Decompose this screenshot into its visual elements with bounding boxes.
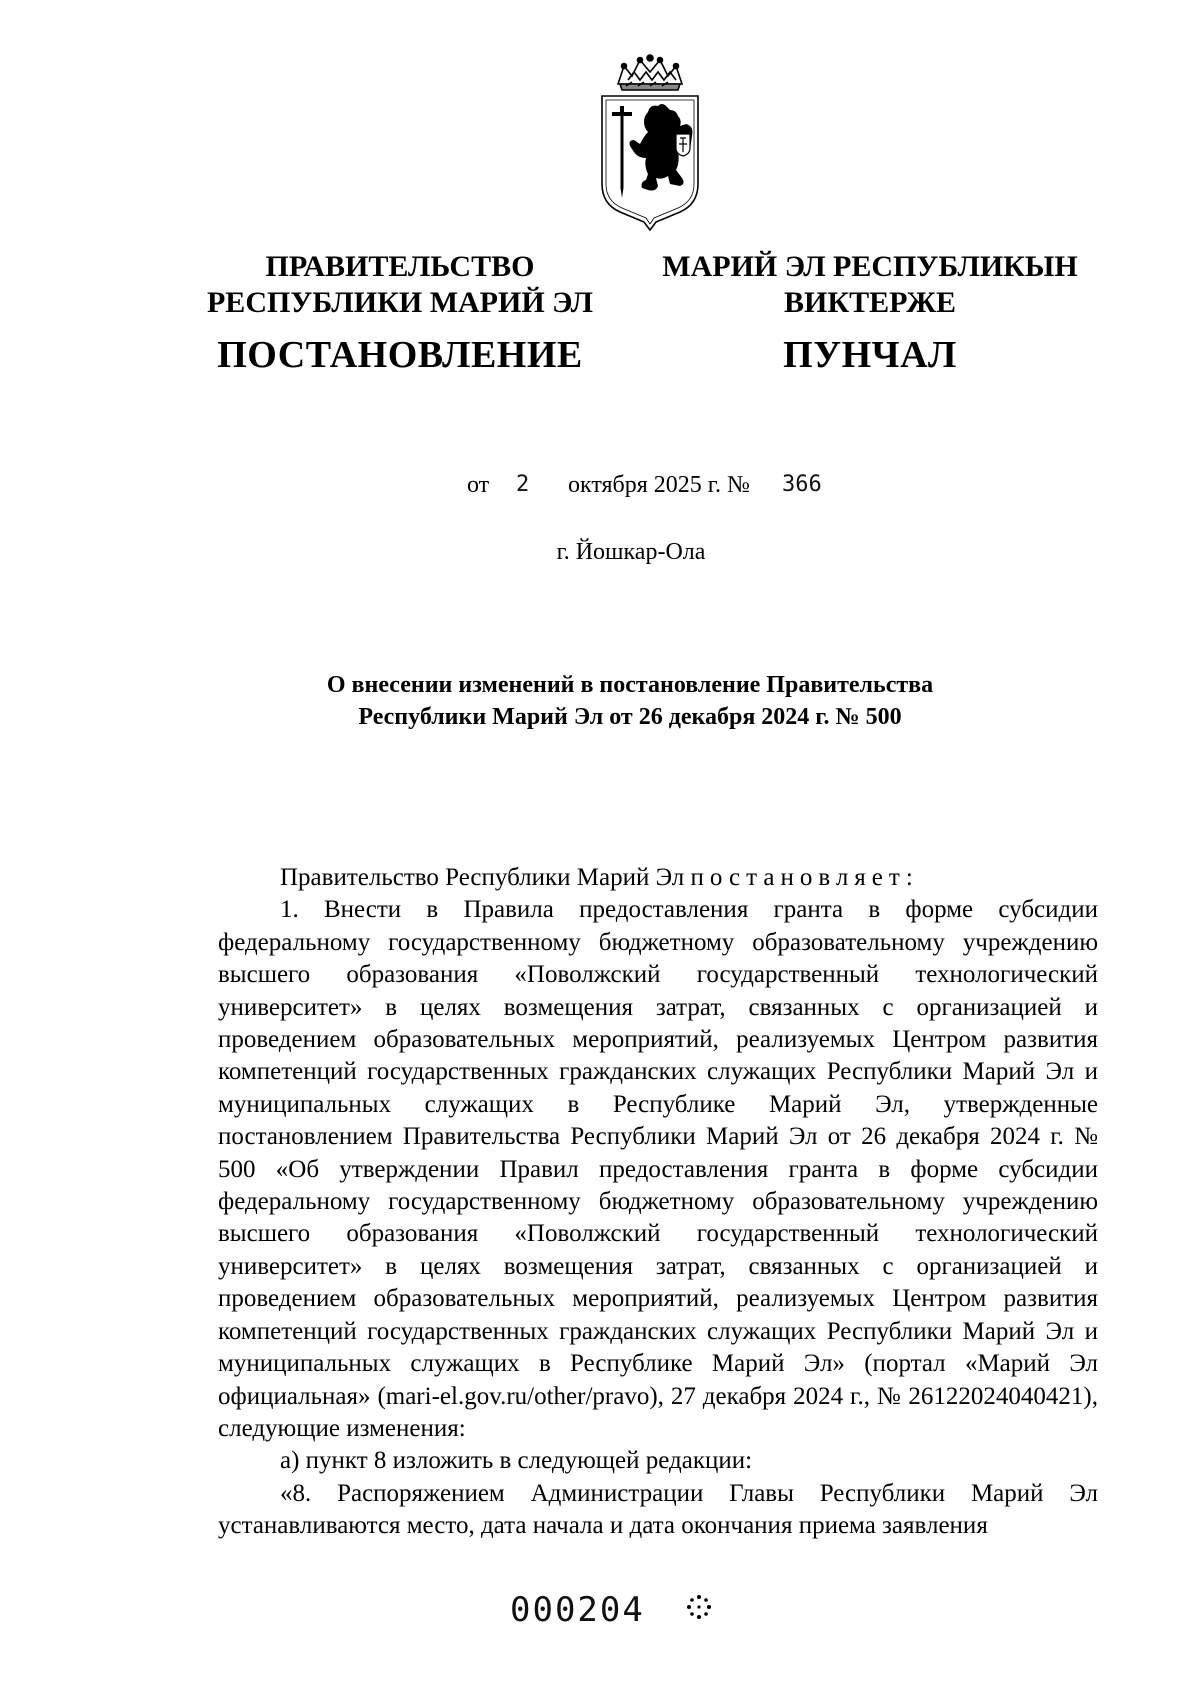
doc-type-mari: ПУНЧАЛ xyxy=(783,334,957,376)
org-name-ru-line1: ПРАВИТЕЛЬСТВО xyxy=(265,250,535,283)
serial-number: 000204 xyxy=(510,1590,645,1630)
paragraph-item-a: а) пункт 8 изложить в следующей редакции: xyxy=(280,1447,753,1475)
org-name-mari-line2: ВИКТЕРЖЕ xyxy=(783,286,957,319)
date-day: 2 xyxy=(516,472,530,497)
paragraph-item-1: 1. Внести в Правила предоставления гранта в форме субсидии федеральному государственному бюджетному образовательному учреждению высшего образования «Поволжский государственный технологический университет» в целях возмещения затрат, связанных с организацией и проведением образовательных мероприятий, реализуемых Центром развития компетенций государственных гражданских служащих Республики Марий Эл и муниципальных служащих в Республике Марий Эл, утвержденные постановлением Правительства Республики Марий Эл от 26 декабря 2024 г. № 500 «Об утверждении Правил предоставления гранта в форме субсидии федеральному государственному бюджетному образовательному учреждению высшего образования «Поволжский государственный технологический университет» в целях возмещения затрат, связанных с организацией и проведением образовательных мероприятий, реализуемых Центром развития компетенций государственных гражданских служащих Республики Марий Эл и муниципальных служащих в Республике Марий Эл» (портал «Марий Эл официальная» (mari-el.gov.ru/other/pravo), 27 декабря 2024 г., № 26122024040421), следующие изменения: xyxy=(218,896,1098,1442)
city-line xyxy=(0,537,1200,567)
date-prefix: от xyxy=(467,472,490,498)
paragraph-item-8: «8. Распоряжением Администрации Главы Республики Марий Эл устанавливаются место, дата начала и дата окончания приема заявления xyxy=(218,1479,1098,1540)
header-left xyxy=(190,249,610,375)
document-title xyxy=(230,669,1030,733)
coat-of-arms-icon xyxy=(590,54,710,234)
header-right xyxy=(650,249,1090,375)
doc-type-ru: ПОСТАНОВЛЕНИЕ xyxy=(217,334,583,376)
asterisk-mark-icon xyxy=(685,1593,713,1621)
preamble xyxy=(218,862,1098,894)
title-line2: Республики Марий Эл от 26 декабря 2024 г. № 500 xyxy=(358,704,902,730)
date-month-year: октября 2025 г. № xyxy=(568,472,750,498)
preamble-text: Правительство Республики Марий Эл xyxy=(280,864,685,891)
document-body xyxy=(218,862,1098,1543)
doc-number: 366 xyxy=(782,472,822,497)
preamble-verb: постановляет: xyxy=(690,864,919,891)
title-line1: О внесении изменений в постановление Правительства xyxy=(326,672,934,698)
org-name-mari-line1: МАРИЙ ЭЛ РЕСПУБЛИКЫН xyxy=(662,250,1078,283)
city: г. Йошкар-Ола xyxy=(556,539,706,565)
org-name-ru-line2: РЕСПУБЛИКИ МАРИЙ ЭЛ xyxy=(206,286,593,319)
